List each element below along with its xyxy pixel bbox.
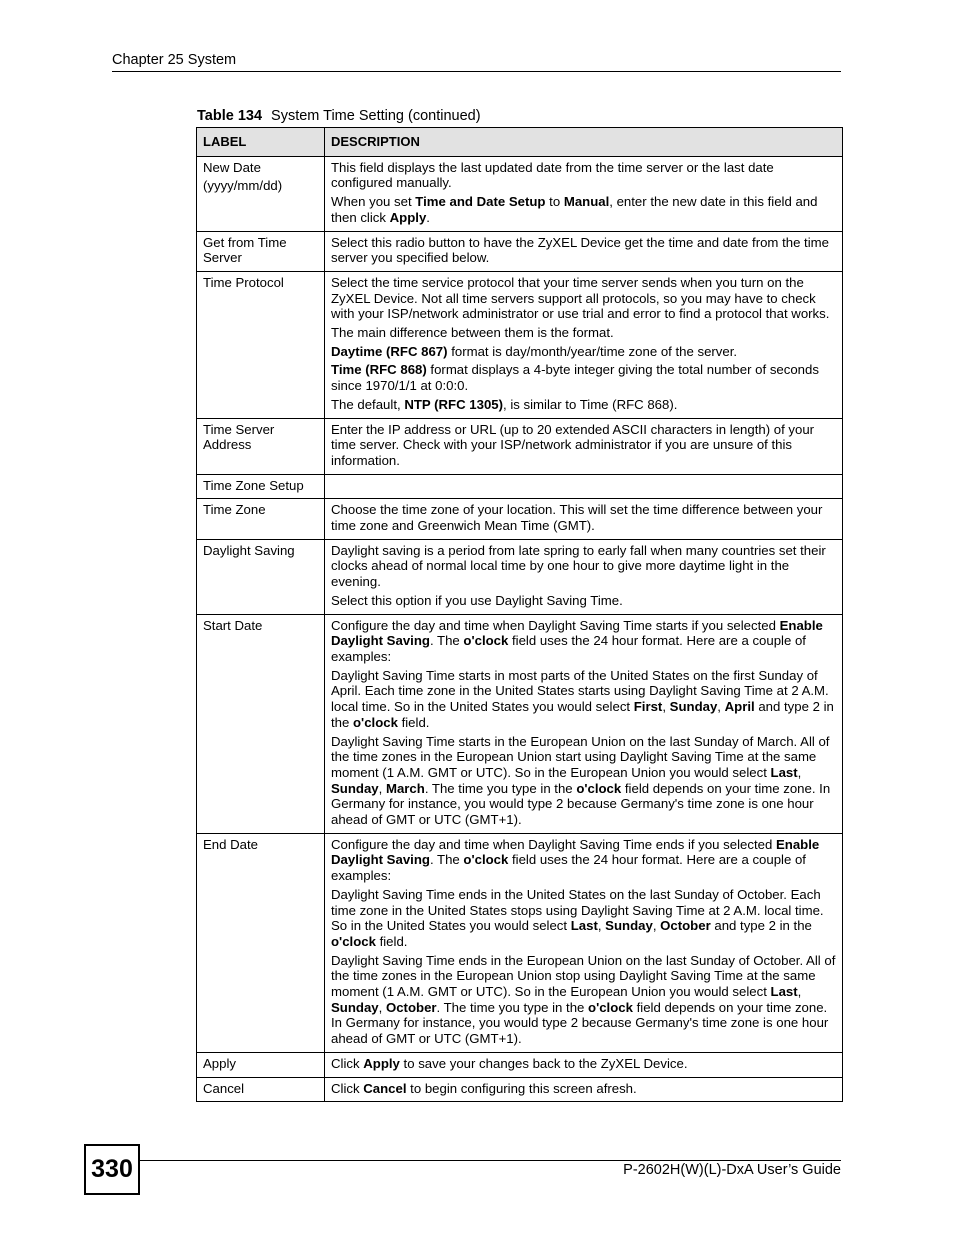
- text-run: field.: [397, 714, 430, 730]
- text-run: field.: [375, 933, 408, 949]
- text-run: and type 2 in the: [331, 699, 834, 730]
- row-description: [325, 418, 843, 474]
- text-run: Select this option if you use Daylight Saving Time.: [331, 592, 623, 608]
- row-label-line: Daylight Saving: [203, 542, 295, 558]
- row-label-line: Time Protocol: [203, 274, 284, 290]
- row-description: [325, 539, 843, 614]
- description-paragraph: [331, 194, 836, 225]
- table-row: [197, 1052, 843, 1077]
- bold-term: October: [385, 999, 437, 1015]
- description-paragraph: [331, 543, 836, 590]
- table-row: [197, 418, 843, 474]
- bold-term: Last: [570, 918, 598, 934]
- text-run: ,: [652, 918, 661, 934]
- table-row: [197, 499, 843, 539]
- bold-term: NTP (RFC 1305): [404, 396, 503, 412]
- row-description: [325, 271, 843, 418]
- row-label: [197, 1077, 325, 1102]
- row-label-line: Get from Time Server: [203, 234, 287, 266]
- row-label-line: Start Date: [203, 617, 263, 633]
- text-run: ,: [662, 699, 670, 715]
- text-run: Daylight Saving Time ends in the European Union on the last Sunday of October. All of the time zones in the European Union stop using Daylight Saving Time at the same moment (1 A.M. GMT or UTC). So in the European Union you would select: [331, 952, 836, 1000]
- text-run: . The time you type in the: [436, 999, 589, 1015]
- bold-term: Apply: [363, 1055, 400, 1071]
- description-paragraph: [331, 397, 836, 413]
- bold-term: Apply: [389, 209, 427, 225]
- text-run: . The: [429, 852, 464, 868]
- text-run: Daylight Saving Time ends in the United States on the last Sunday of October. Each time zone in the United States stops using Daylight Saving Time at 2 A.M. local time. So in the United States you would select: [331, 886, 824, 934]
- text-run: Select this radio button to have the ZyXEL Device get the time and date from the time server you specified below.: [331, 234, 829, 266]
- text-run: field depends on your time zone. In Germany for instance, you would type 2 because Germany's time zone is one hour ahead of GMT or UTC (GMT+1).: [331, 999, 829, 1047]
- description-paragraph: [331, 1081, 836, 1097]
- description-column-header: DESCRIPTION: [325, 128, 843, 157]
- text-run: . The: [429, 633, 464, 649]
- bold-term: Enable Daylight Saving: [331, 617, 823, 649]
- description-paragraph: [331, 160, 836, 191]
- bold-term: Sunday: [669, 699, 718, 715]
- text-run: The default,: [331, 396, 405, 412]
- table-row: [197, 156, 843, 231]
- bold-term: Last: [770, 984, 798, 1000]
- table-caption: [197, 108, 481, 124]
- bold-term: October: [660, 918, 711, 934]
- bold-term: Time and Date Setup: [415, 194, 546, 210]
- text-run: Daylight Saving Time starts in the European Union on the last Sunday of March. All of the time zones in the European Union start using Daylight Saving Time at the same moment (1 A.M. GMT or UTC). So in the European Union you would select: [331, 733, 830, 780]
- text-run: Configure the day and time when Daylight Saving Time starts if you selected: [331, 617, 780, 633]
- description-paragraph: [331, 734, 836, 828]
- row-label-line: Apply: [203, 1055, 236, 1071]
- text-run: field depends on your time zone. In Germany for instance, you would type 2 because Germany's time zone is one hour ahead of GMT or UTC (GMT+1).: [331, 780, 831, 828]
- text-run: format is day/month/year/time zone of the server.: [447, 343, 738, 359]
- row-label: [197, 474, 325, 499]
- row-description: [325, 231, 843, 271]
- description-paragraph: [331, 668, 836, 731]
- description-paragraph: [331, 422, 836, 469]
- text-run: Daylight saving is a period from late spring to early fall when many countries set their clocks ahead of normal local time by one hour to give more daytime light in the evening.: [331, 542, 826, 590]
- table-row: [197, 539, 843, 614]
- description-paragraph: [331, 344, 836, 360]
- bold-term: Manual: [563, 194, 610, 210]
- table-row: [197, 271, 843, 418]
- bold-term: Sunday: [331, 780, 379, 796]
- bold-term: o'clock: [463, 852, 509, 868]
- bold-term: o'clock: [353, 714, 398, 730]
- bold-term: Time (RFC 868): [331, 362, 427, 378]
- footer-divider: [140, 1160, 841, 1161]
- description-paragraph: [331, 618, 836, 665]
- bold-term: Sunday: [331, 999, 379, 1015]
- text-run: ,: [378, 999, 386, 1015]
- row-description: [325, 1052, 843, 1077]
- bold-term: o'clock: [463, 633, 509, 649]
- description-paragraph: [331, 275, 836, 322]
- row-label: [197, 1052, 325, 1077]
- text-run: ,: [797, 764, 802, 780]
- text-run: Enter the IP address or URL (up to 20 extended ASCII characters in length) of your time server. Check with your ISP/network administrator if you are unsure of this information.: [331, 421, 815, 468]
- row-label-line: Cancel: [203, 1080, 245, 1096]
- bold-term: o'clock: [331, 933, 376, 949]
- text-run: When you set: [331, 194, 416, 210]
- text-run: Daylight Saving Time starts in most parts of the United States on the first Sunday of April. Each time zone in the United States starts using Daylight Saving Time at 2 A.M. local time. So in the United States you would select: [331, 667, 829, 715]
- row-label-line: (yyyy/mm/dd): [203, 178, 283, 194]
- row-label: [197, 539, 325, 614]
- text-run: , enter the new date in this field and then click: [331, 194, 818, 225]
- row-label: [197, 156, 325, 231]
- text-run: field uses the 24 hour format. Here are a couple of examples:: [331, 633, 806, 664]
- description-paragraph: [331, 593, 836, 609]
- row-description: [325, 833, 843, 1052]
- row-label-line: New Date: [203, 159, 261, 175]
- table-row: [197, 231, 843, 271]
- text-run: , is similar to Time (RFC 868).: [503, 396, 678, 412]
- bold-term: First: [633, 699, 663, 715]
- description-paragraph: [331, 362, 836, 393]
- description-paragraph: [331, 325, 836, 341]
- text-run: Configure the day and time when Daylight Saving Time ends if you selected: [331, 836, 776, 852]
- row-label-line: Time Zone: [203, 502, 266, 518]
- description-paragraph: [331, 502, 836, 533]
- description-paragraph: [331, 837, 836, 884]
- description-paragraph: [331, 1056, 836, 1072]
- text-run: and type 2 in the: [710, 918, 812, 934]
- text-run: ,: [597, 918, 606, 934]
- bold-term: March: [385, 780, 425, 796]
- row-description: [325, 474, 843, 499]
- page-number: 330: [84, 1144, 140, 1195]
- text-run: field uses the 24 hour format. Here are a couple of examples:: [331, 852, 806, 884]
- text-run: ,: [717, 699, 725, 715]
- text-run: Click: [331, 1080, 364, 1096]
- text-run: to: [545, 194, 564, 210]
- system-time-setting-table: [196, 127, 843, 1102]
- description-paragraph: [331, 887, 836, 950]
- row-description: [325, 1077, 843, 1102]
- table-header-row: [197, 128, 843, 157]
- table-row: [197, 833, 843, 1052]
- text-run: . The time you type in the: [424, 780, 577, 796]
- text-run: format displays a 4-byte integer giving the total number of seconds since 1970/1/1 at 0:0:0.: [331, 362, 819, 394]
- row-label: [197, 499, 325, 539]
- bold-term: Enable Daylight Saving: [331, 836, 820, 868]
- text-run: Click: [331, 1055, 364, 1071]
- row-label: [197, 614, 325, 833]
- description-paragraph: [331, 235, 836, 266]
- row-description: [325, 156, 843, 231]
- description-paragraph: [331, 953, 836, 1047]
- row-description: [325, 499, 843, 539]
- row-label: [197, 231, 325, 271]
- bold-term: April: [724, 699, 755, 715]
- row-label-line: Time Zone Setup: [203, 477, 304, 493]
- row-label-line: End Date: [203, 836, 258, 852]
- bold-term: Sunday: [605, 918, 653, 934]
- bold-term: o'clock: [576, 780, 622, 796]
- text-run: Choose the time zone of your location. This will set the time difference between your time zone and Greenwich Mean Time (GMT).: [331, 502, 823, 534]
- row-description: [325, 614, 843, 833]
- table-row: [197, 614, 843, 833]
- row-label: [197, 271, 325, 418]
- bold-term: o'clock: [588, 999, 633, 1015]
- bold-term: Last: [770, 764, 798, 780]
- row-label: [197, 833, 325, 1052]
- text-run: This field displays the last updated date from the time server or the last date configured manually.: [331, 159, 774, 191]
- table-caption-number: Table 134: [197, 108, 263, 124]
- table-body: [197, 156, 843, 1102]
- table-row: [197, 1077, 843, 1102]
- text-run: .: [426, 209, 430, 225]
- chapter-header: Chapter 25 System: [112, 52, 237, 68]
- text-run: ,: [378, 780, 386, 796]
- table-row: [197, 474, 843, 499]
- table-caption-title: System Time Setting (continued): [271, 108, 481, 124]
- row-label: [197, 418, 325, 474]
- text-run: ,: [797, 984, 802, 1000]
- bold-term: Cancel: [363, 1080, 407, 1096]
- text-run: to begin configuring this screen afresh.: [406, 1080, 637, 1096]
- text-run: Select the time service protocol that your time server sends when you turn on the ZyXEL Device. Not all time servers support all protocols, so you may have to check with your ISP/network administrator or use trial and error to find a protocol that works.: [331, 274, 830, 322]
- row-label-line: Time Server Address: [203, 421, 275, 453]
- label-column-header: LABEL: [197, 128, 325, 157]
- header-divider: [112, 71, 841, 72]
- guide-title: P-2602H(W)(L)-DxA User’s Guide: [623, 1162, 841, 1178]
- text-run: to save your changes back to the ZyXEL Device.: [399, 1055, 688, 1071]
- text-run: The main difference between them is the format.: [331, 325, 614, 341]
- bold-term: Daytime (RFC 867): [331, 343, 448, 359]
